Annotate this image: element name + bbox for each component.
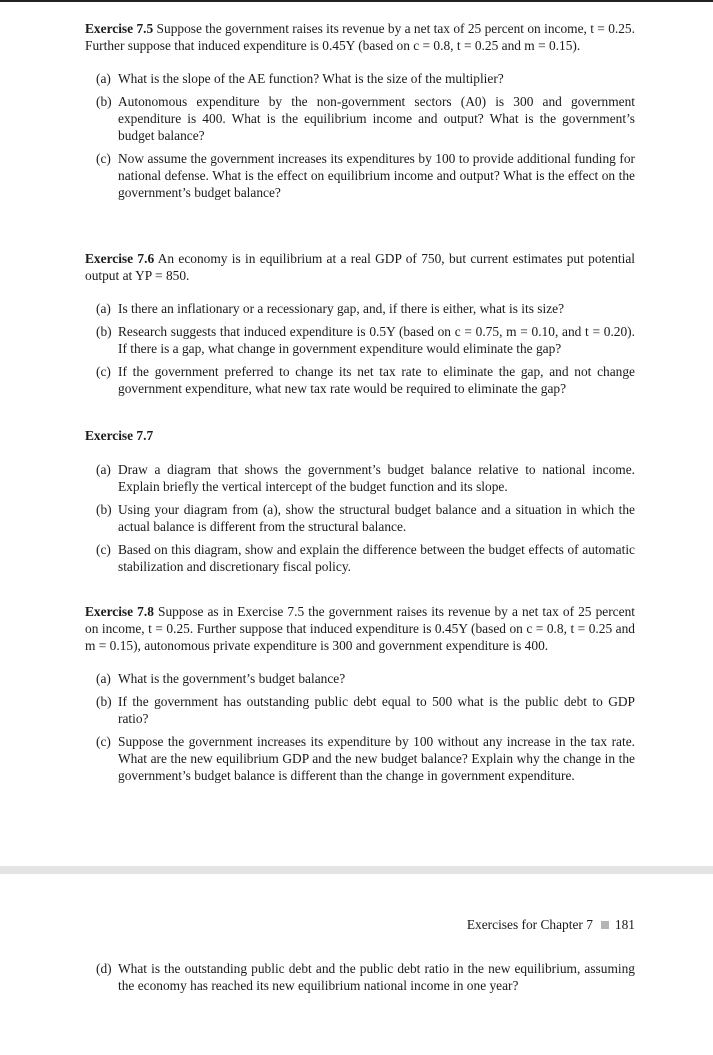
- part-text: Draw a diagram that shows the government’s budget balance relative to national income. Explain briefly the vertical intercept of the budget function and its slope.: [118, 462, 635, 494]
- part-text: If the government has outstanding public debt equal to 500 what is the public debt to GDP ratio?: [118, 694, 635, 726]
- exercise-part: [85, 150, 635, 201]
- exercise-7-6: [85, 250, 635, 403]
- page-separator: [0, 866, 713, 874]
- part-label: (c): [96, 542, 111, 557]
- exercise-title: Exercise 7.7: [85, 428, 154, 443]
- part-text: Is there an inflationary or a recessionary gap, and, if there is either, what is its size?: [118, 301, 565, 316]
- exercise-title: Exercise 7.8: [85, 604, 154, 619]
- part-label: (b): [96, 94, 112, 109]
- part-label: (d): [96, 961, 112, 976]
- part-label: (c): [96, 151, 111, 166]
- running-header: [467, 916, 635, 933]
- exercise-title: Exercise 7.5: [85, 21, 154, 36]
- part-text: Based on this diagram, show and explain the difference between the budget effects of automatic stabilization and discretionary fiscal policy.: [118, 542, 635, 574]
- exercise-part: [85, 960, 635, 994]
- exercise-part: [85, 461, 635, 495]
- part-label: (b): [96, 502, 112, 517]
- part-text: What is the outstanding public debt and the public debt ratio in the new equilibrium, assuming the economy has reached its new equilibrium national income in one year?: [118, 961, 635, 993]
- exercise-parts: [85, 670, 635, 784]
- exercise-parts: [85, 461, 635, 575]
- chapter-title: Exercises for Chapter 7: [466, 917, 593, 932]
- exercise-intro: [85, 603, 635, 654]
- exercise-part: [85, 693, 635, 727]
- exercise-part: [85, 541, 635, 575]
- page-181-continued: [0, 874, 713, 1055]
- exercise-parts: [85, 300, 635, 397]
- exercise-text: Suppose as in Exercise 7.5 the government raises its revenue by a net tax of 25 percent on income, t = 0.25. Further suppose that induced expenditure is 0.45Y (based on c = 0.8, t = 0.25 and m = 0.15), autonomous private expenditure is 300 and government expenditure is 400.: [85, 604, 635, 653]
- part-text: If the government preferred to change its net tax rate to eliminate the gap, and not change government expenditure, what new tax rate would be required to eliminate the gap?: [118, 364, 635, 396]
- exercise-part: [85, 323, 635, 357]
- continued-part: [85, 960, 635, 1000]
- part-label: (a): [96, 462, 111, 477]
- exercise-text: Suppose the government raises its revenue by a net tax of 25 percent on income, t = 0.25. Further suppose that induced expenditure is 0.45Y (based on c = 0.8, t = 0.25 and m = 0.15).: [85, 21, 635, 53]
- part-text: Using your diagram from (a), show the structural budget balance and a situation in which the actual balance is different from the structural balance.: [118, 502, 635, 534]
- part-label: (a): [96, 301, 111, 316]
- exercise-7-8: [85, 603, 635, 790]
- exercise-part: [85, 363, 635, 397]
- exercise-part: [85, 93, 635, 144]
- square-bullet-icon: [601, 921, 609, 929]
- exercise-intro: [85, 20, 635, 54]
- part-label: (b): [96, 324, 112, 339]
- page-181-top: [0, 2, 713, 866]
- exercise-intro: [85, 250, 635, 284]
- exercise-text: An economy is in equilibrium at a real GDP of 750, but current estimates put potential output at YP = 850.: [85, 251, 635, 283]
- part-text: Autonomous expenditure by the non-government sectors (A0) is 300 and government expenditure is 400. What is the equilibrium income and output? What is the government’s budget balance?: [118, 94, 635, 143]
- part-text: What is the government’s budget balance?: [118, 671, 346, 686]
- part-label: (c): [96, 734, 111, 749]
- exercise-parts: [85, 70, 635, 201]
- part-text: Research suggests that induced expenditure is 0.5Y (based on c = 0.75, m = 0.10, and t = 0.20). If there is a gap, what change in government expenditure would eliminate the gap?: [118, 324, 635, 356]
- exercise-part: [85, 501, 635, 535]
- part-text: What is the slope of the AE function? What is the size of the multiplier?: [118, 71, 504, 86]
- part-text: Suppose the government increases its expenditure by 100 without any increase in the tax rate. What are the new equilibrium GDP and the new budget balance? Explain why the change in the government’s budget balance is different than the change in government expenditure.: [118, 734, 635, 783]
- exercise-part: [85, 300, 635, 317]
- part-text: Now assume the government increases its expenditures by 100 to provide additional funding for national defense. What is the effect on equilibrium income and output? What is the effect on the government’s budget balance?: [118, 151, 635, 200]
- exercise-title: Exercise 7.6: [85, 251, 155, 266]
- exercise-7-7: [85, 427, 635, 581]
- part-label: (a): [96, 671, 111, 686]
- part-label: (b): [96, 694, 112, 709]
- exercise-7-5: [85, 20, 635, 207]
- part-label: (c): [96, 364, 111, 379]
- exercise-part: [85, 733, 635, 784]
- exercise-part: [85, 70, 635, 87]
- page-number: 181: [614, 917, 635, 932]
- part-label: (a): [96, 71, 111, 86]
- exercise-part: [85, 670, 635, 687]
